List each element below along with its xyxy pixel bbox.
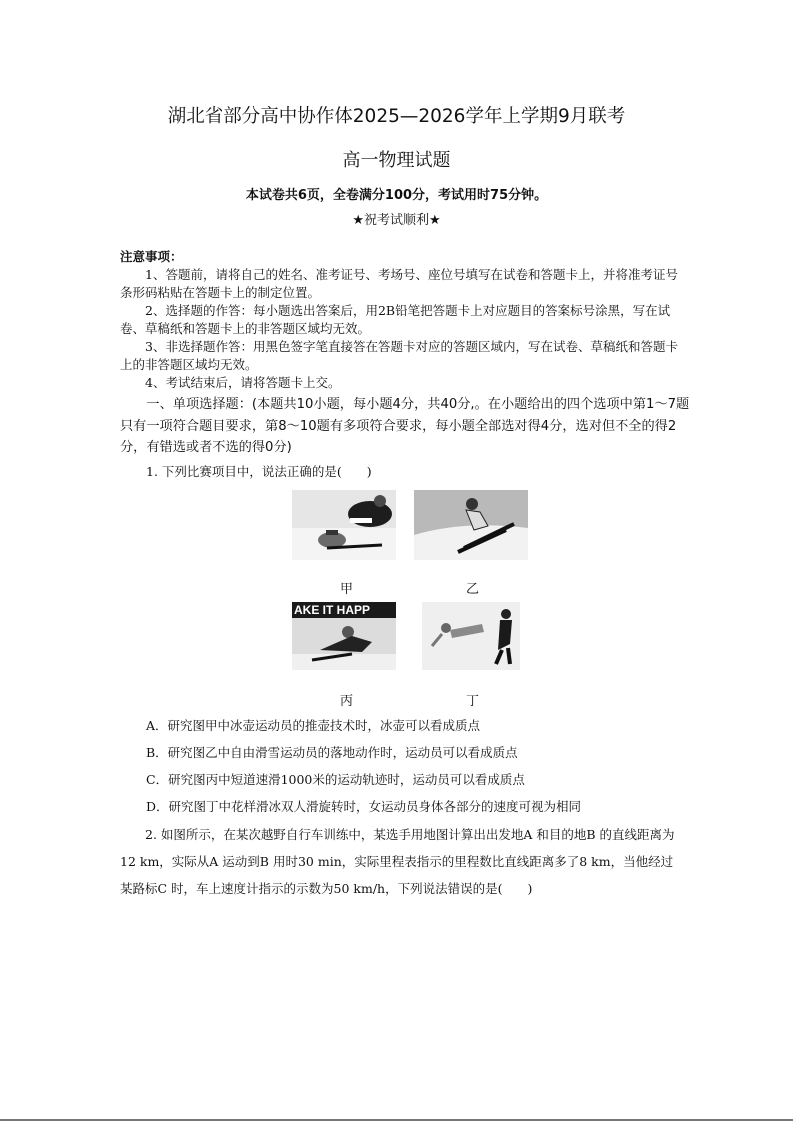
section-instructions: 一、单项选择题：(本题共10小题，每小题4分，共40分,。在小题给出的四个选项中第1～7题只有一项符合题目要求，第8～10题有多项符合要求，每小题全部选对得4分，选对但不全的得2分，有错选或者不选的得0分) <box>120 397 690 455</box>
image-label: 甲 <box>340 582 354 597</box>
note-item: 2、选择题的作答：每小题选出答案后，用2B铅笔把答题卡上对应题目的答案标号涂黑，写在试卷、草稿纸和答题卡上的非答题区域均无效。 <box>120 303 671 336</box>
notes-block <box>120 248 682 392</box>
image-label: 丙 <box>340 694 354 709</box>
figure-skating-image <box>422 602 520 670</box>
exam-subtitle: 高一物理试题 <box>342 150 451 171</box>
question-2-stem: 2. 如图所示，在某次越野自行车训练中，某选手用地图计算出出发地A 和目的地B 的直线距离为12 km，实际从A 运动到B 用时30 min，实际里程表指示的里程数比直线距离多了8 km，当他经过某路标C 时，车上速度计指示的示数为50 km/h，下列说法错误的是( ) <box>120 827 675 896</box>
exam-info: 本试卷共6页，全卷满分100分，考试用时75分钟。 <box>245 188 548 203</box>
image-label: 乙 <box>466 582 480 597</box>
speed-skating-image <box>292 602 396 670</box>
note-item: 4、考试结束后，请将答题卡上交。 <box>145 375 341 390</box>
exam-wish: ★祝考试顺利★ <box>352 213 441 228</box>
note-item: 3、非选择题作答：用黑色签字笔直接答在答题卡对应的答题区域内，写在试卷、草稿纸和答题卡上的非答题区域均无效。 <box>120 339 678 372</box>
question-1-option-a: A．研究图甲中冰壶运动员的推壶技术时，冰壶可以看成质点 <box>146 718 481 733</box>
banner-text: AKE IT HAPP <box>294 603 371 617</box>
notes-heading: 注意事项： <box>120 249 183 264</box>
curling-image <box>292 490 396 560</box>
skiing-image <box>414 490 528 560</box>
image-label: 丁 <box>466 694 480 709</box>
question-1-stem: 1. 下列比赛项目中，说法正确的是( ) <box>146 464 372 479</box>
question-1-option-c: C．研究图丙中短道速滑1000米的运动轨迹时，运动员可以看成质点 <box>146 772 525 787</box>
note-item: 1、答题前，请将自己的姓名、准考证号、考场号、座位号填写在试卷和答题卡上，并将准考证号条形码粘贴在答题卡上的制定位置。 <box>120 267 678 300</box>
exam-title: 湖北省部分高中协作体2025—2026学年上学期9月联考 <box>167 106 626 127</box>
question-1-option-d: D．研究图丁中花样滑冰双人滑旋转时，女运动员身体各部分的速度可视为相同 <box>146 799 582 814</box>
question-1-option-b: B．研究图乙中自由滑雪运动员的落地动作时，运动员可以看成质点 <box>146 745 518 760</box>
page-bottom-rule <box>0 1119 793 1121</box>
